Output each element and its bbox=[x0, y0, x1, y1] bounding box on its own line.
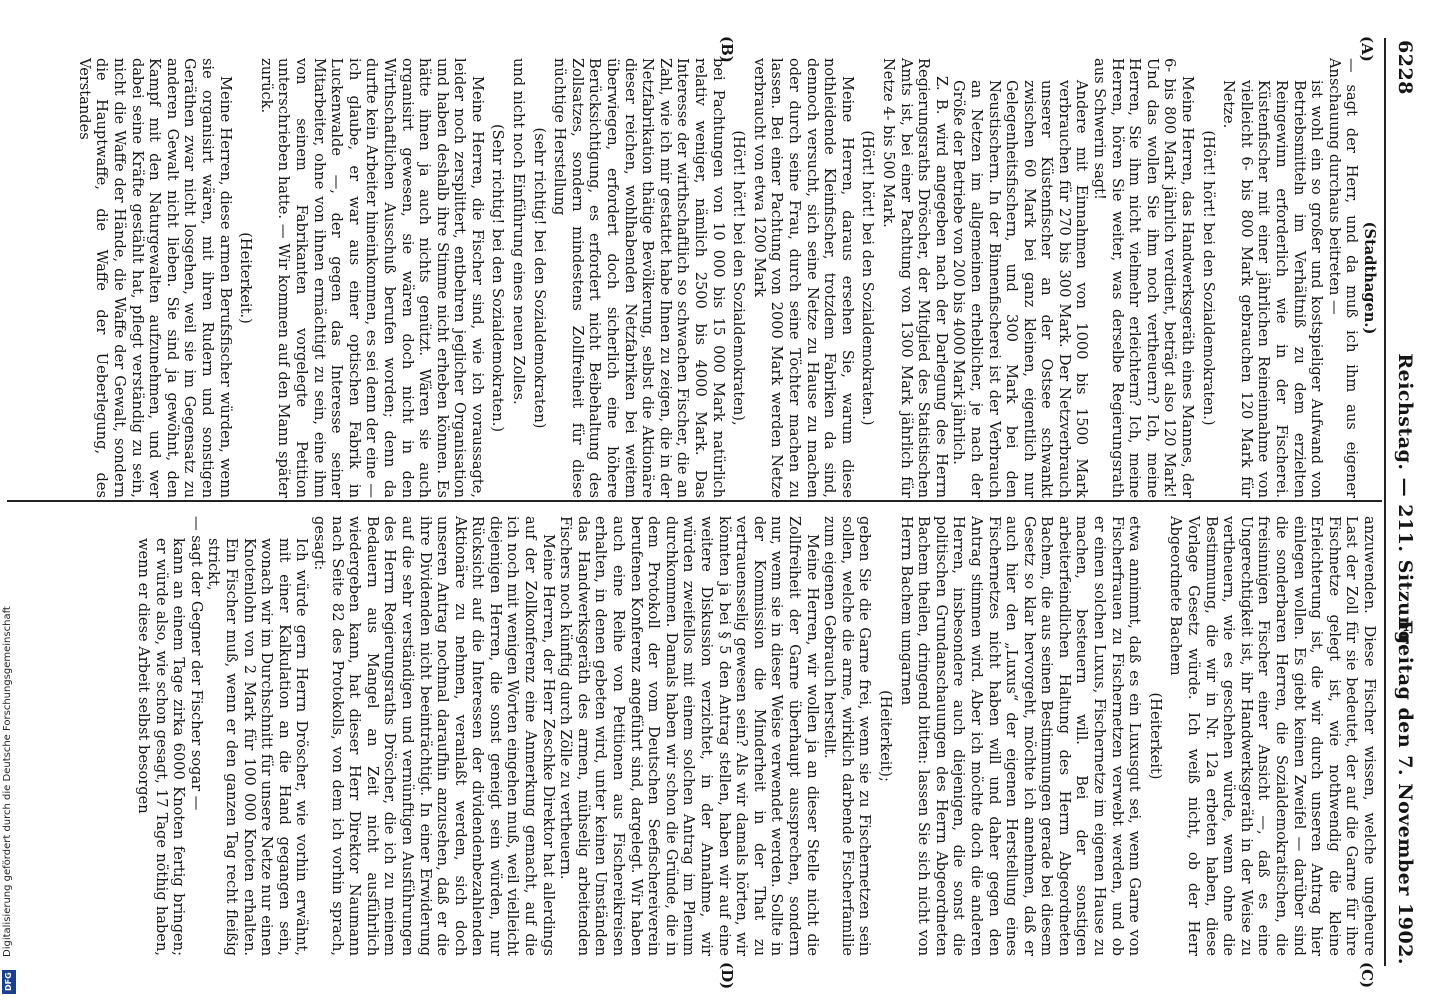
left-text-column bbox=[75, 58, 1378, 498]
margin-mark-c: (C) bbox=[1358, 962, 1376, 989]
paragraph: Andere mit Einnahmen von 1000 bis 1500 Mark verbrauchen für 270 bis 300 Mark. Der Netzverbrauch unserer Küstenfischer an der Ostsee schwankt zwischen 60 Mark bei ganz kleinen, eigentlich nur Gelegenheitsfischern, und 300 Mark bei den Neustischern. In der Binnenfischerei ist der Verbrauch an Netzen im allgemeinen erheblicher, je nach der Größe der Betriebe von 200 bis 4000 Mark jährlich. bbox=[950, 80, 1091, 498]
paragraph: — sagt der Herr, und da muß ich ihm aus eigener Anschauung durchaus beitreten — bbox=[1325, 58, 1361, 498]
paragraph: etwa annimmt, daß es ein Luxusgut sei, wenn Garne von Fischerfrauen zu Fischernetzen verwebt werden, und ob er einen solchen Luxus, Fischernetze im eigenen Hause zu machen, besteuern will. Bei der sonstigen arbeiterfeindlichen Haltung des Herrn Abgeordneten Bachem, die aus seinen Bestimmungen gerade bei diesem Gesetz so klar hervorgeht, möchte ich annehmen, daß er auch hier den „Luxus“ der eigenen Herstellung eines Fischernetzes nicht haben will und daher gegen den Antrag stimmen wird. Aber ich möchte doch die anderen Herren, insbesondere auch diejenigen, die sonst die politischen Grundanschauungen des Herrn Abgeordneten Bachem theilen, dringend bitten: lassen Sie sich nicht von Herrn Bachem umgarnen bbox=[897, 516, 1144, 956]
page-title: Reichstag. — 211. Sitzung. bbox=[1394, 353, 1416, 652]
paragraph: (Hört! hört! bei den Sozialdemokraten.) bbox=[1199, 130, 1217, 426]
paragraph: bei Pachtungen von 10 000 bis 15 000 Mark natürlich relativ weniger, nämlich 2500 bis 4000 Mark. Das Interesse der wirthschaftlich so schwachen Fischer, die an Zahl, wie ich mir gestattet habe Ihnen zu zeigen, die in der Netzfabrikation thätige Bevölkerung, selbst die Aktionäre dieser reichen, wohlhabenden Netzfabriken bei weitem überwiegen, erfordert doch sicherlich eine höhere Berücksichtigung, es erfordert nicht Beibehaltung des Zollsatzes, sondern mindestens Zollfreiheit für diese nüchtige Herstellung bbox=[551, 58, 727, 498]
page-number: 6228 bbox=[1394, 40, 1416, 95]
digitization-credit bbox=[2, 606, 16, 996]
paragraph: kann an einem Tage zirka 6000 Knoten fertig bringen; er würde also, wie schon gesagt, 17 Tage nöthig haben, wenn er diese Arbeit selbst besorgen bbox=[135, 538, 188, 956]
margin-mark-a: (A) bbox=[1358, 36, 1376, 62]
paragraph: geben Sie die Garne frei, wenn sie zu Fischernetzen sein sollen, welche die arme, wirklich darbende Fischerfamilie zum eigenen Gebrauch herstellt. bbox=[821, 516, 874, 956]
margin-mark-d: (D) bbox=[718, 962, 736, 990]
paragraph: (Sehr richtig! bei den Sozialdemokraten.) bbox=[489, 123, 507, 433]
paragraph: anzuwenden. Diese Fischer wissen, welche ungeheure Last der Zoll für sie bedeutet, der auf die Garne für ihre Fischnetze gelegt ist, wie nothwendig die kleine Erleichterung ist, die wir durch unseren Antrag hier einlegen wollen. Es giebt keinen Zweifel — darüber sind die sonderbaren Herren, die Sozialdemokratischen, die freisinnigen Fischer einer Ansicht —, daß es eine Ungerechtigkeit ist, ihr Handwerksgeräth in der Weise zu vertheuern, wie es geschehen würde, wenn ohne die Bestimmung, die wir in Nr. 12a erbeten haben, diese Vorlage Gesetz würde. Ich weiß nicht, ob der Herr Abgeordnete Bachem bbox=[1167, 516, 1378, 956]
paragraph: Meine Herren, wir wollen ja an dieser Stelle nicht die Zollfreiheit der Garne überhaupt aussprechen, sondern nur, wenn sie in dieser Weise verwendet werden. Sollte in der Kommission die Minderheit in der That zu vertrauensselig gewesen sein? Als wir damals hörten, wir könnten ja bei § 5 den Antrag stellen, haben wir auf eine weitere Diskussion verzichtet, in der Annahme, wir würden zweifellos mit einem solchen Antrag im Plenum durchkommen. Damals haben wir schon die Gründe, die in dem Protokoll der vom Deutschen Seefischereiverein berufenen Konferenz angeführt sind, dargelegt. Wir haben auch eine Reihe von Petitionen aus Fischereikreisen erhalten, in denen gebeten wird, unter keinen Umständen das Handwerksgeräth des armen, mühselig arbeitenden Fischers noch künftig durch Zölle zu vertheuern. bbox=[557, 516, 821, 956]
paragraph: Meine Herren, der Herr Zeschke Direktor hat allerdings auf der Zollkonferenz eine Anmerkung gemacht, auf die ich noch mit wenigen Worten eingehen muß, weil vielleicht diejenigen Herren, die sonst geneigt sein würden, nur Rücksicht auf die Interessen der dividendenbezahlenden Aktionäre zu nehmen, veranlaßt werden, sich doch unseren Antrag nochmal daraufhin anzusehen, daß er die ihre Dividenden nicht beeinträchtigt. In einer Erwiderung auf die sehr verständigen und vernünftigen Ausführungen des Herrn Regierungsraths Dröscher, die ich zu meinem Bedauern aus Mangel an Zeit nicht ausführlich wiedergeben kann, hat dieser Herr Direktor Naumann nach Seite 82 des Protokolls, von dem ich vorhin sprach, gesagt: bbox=[310, 516, 557, 956]
paragraph: Ich würde gern Herrn Dröscher, wie vorhin erwähnt, mit einer Kalkulation an die Hand gegangen sein, wonach wir im Durchschnitt für unsere Netze nur einen Knotenlohn von 2 Mark für 100 000 Knoten erhalten. Ein Fischer muß, wenn er den ganzen Tag recht fleißig strickt, bbox=[205, 538, 311, 956]
paragraph: ist wohl ein so großer und kostspieliger Aufwand von Betriebsmitteln im Verhältniß zu dem erzielten Reingewinn erforderlich wie in der Fischerei. Küstenfischer mit einer jährlichen Reineinnahme von vielleicht 6- bis 800 Mark gebrauchen 120 Mark für Netze. bbox=[1220, 80, 1326, 498]
column-divider bbox=[7, 500, 1382, 502]
paragraph: (Heiterkeit); bbox=[876, 690, 894, 782]
paragraph: (Hört! hört! bei den Sozialdemokraten), bbox=[730, 130, 748, 426]
header-rule bbox=[1384, 38, 1386, 966]
right-text-column bbox=[134, 516, 1378, 956]
paragraph: — sagt der Gegner der Fischer sogar — bbox=[187, 516, 205, 811]
paragraph: (Stadthagen.) bbox=[1361, 221, 1378, 335]
paragraph: Meine Herren, das Handwerksgeräth eines Mannes, der 6- bis 800 Mark jährlich verdient, beträgt also 120 Mark! Und das wollen Sie ihm noch vertheuern? Ich, meine Herren, Sie ihm nicht vielmehr erleichtern? Ich, meine Herren, hören Sie weiter, was derselbe Regierungsrath aus Schwerin sagt! bbox=[1091, 58, 1197, 498]
paragraph: (sehr richtig! bei den Sozialdemokraten) bbox=[530, 127, 548, 429]
paragraph: Meine Herren, diese armen Berufsfischer würden, wenn sie organisirt wären, mit ihren Rudern und sonstigen Geräthen zwar nicht losgehen, weil sie im Gegensatz zu anderen Gewalt nicht lieben. Sie sind ja gewöhnt, den Kampf mit den Naturgewalten aufzunehmen, und wer dabei seine Kräfte gestählt hat, pflegt verständig zu sein, nicht die Waffe der Hände, die Waffe der Gewalt, sondern die Hauptwaffe, die Waffe der Ueberlegung, des Verstandes bbox=[75, 58, 234, 498]
paragraph: Meine Herren, die Fischer sind, wie ich voraussagte, leider noch zersplittert, entbehren jeglicher Organisation und haben deshalb ihre Stimme nicht erheben können. Es hätte ihnen ja auch nichts genützt. Wären sie auch organisirt gewesen, sie wären doch nicht in den Wirthschaftlichen Ausschuß berufen worden; denn da durfte kein Arbeiter hineinkommen, es sei denn der eine — ich glaube, er war aus einer optischen Fabrik in Luckenwalde —, der gegen das Interesse seiner Mitarbeiter, ohne von ihnen ermächtigt zu sein, eine ihm von seinem Fabrikanten vorgelegte Petition unterschrieben hatte. — Wir kommen auf den Mann später zurück. bbox=[257, 58, 486, 498]
paragraph: (Heiterkeit) bbox=[1146, 692, 1164, 780]
margin-mark-b: (B) bbox=[718, 36, 736, 63]
page-header bbox=[1388, 40, 1416, 965]
paragraph: (Hört! hört! bei den Sozialdemokraten.) bbox=[859, 130, 877, 426]
funding-credit-text: Digitalisierung gefördert durch die Deutsche Forschungsgemeinschaft bbox=[2, 606, 13, 957]
paragraph: (Heiterkeit.) bbox=[237, 232, 255, 324]
paragraph: Z. B. wird angegeben nach der Darlegung des Herrn Regierungsraths Dröscher, der Mitglied des Statistischen Amts ist, bei einer Pachtung von 1300 Mark jährlich für Netze 4- bis 500 Mark. bbox=[879, 58, 950, 498]
session-date: Freitag den 7. November 1902. bbox=[1394, 620, 1416, 965]
dfg-logo: DFG bbox=[2, 970, 16, 994]
paragraph: und nicht noch Einführung eines neuen Zolles. bbox=[510, 58, 528, 405]
paragraph: Meine Herren, daraus ersehen Sie, warum diese nothleidende Kleinfischer, trotzdem Fabriken da sind, dennoch versucht, sich seine Netze zu Hause zu machen oder durch seine Frau, durch seine Töchter machen zu lassen. Bei einer Pachtung von 2000 Mark werden Netze verbraucht von etwa 1200 Mark bbox=[750, 58, 856, 498]
